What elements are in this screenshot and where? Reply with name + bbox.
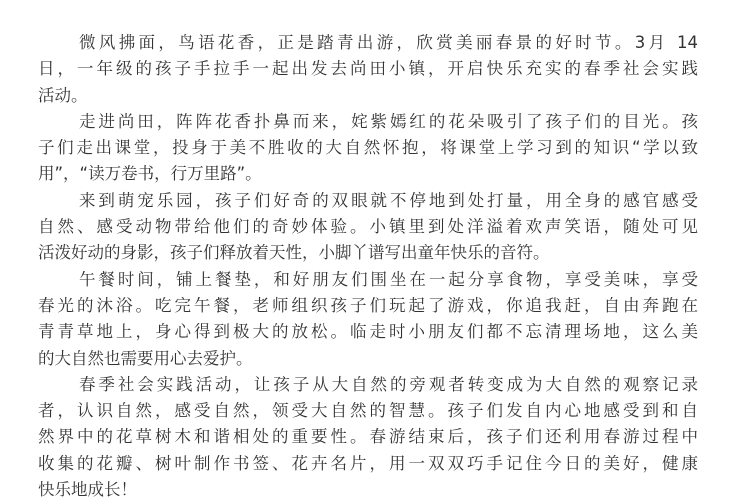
paragraph-line: 自然、感受动物带给他们的奇妙体验。小镇里到处洋溢着欢声笑语，随处可见	[38, 217, 698, 237]
paragraph-4	[38, 267, 698, 372]
paragraph-1	[38, 30, 698, 109]
paragraph-5	[38, 372, 698, 503]
paragraph-line: 走进尚田，阵阵花香扑鼻而来，姹紫嫣红的花朵吸引了孩子们的目光。孩	[79, 111, 698, 131]
paragraph-line: 收集的花瓣、树叶制作书签、花卉名片，用一双双巧手记住今日的美好，健康	[38, 453, 698, 473]
paragraph-3	[38, 188, 698, 267]
paragraph-2	[38, 109, 698, 188]
paragraph-line: 用”，“读万卷书，行万里路”。	[38, 164, 262, 184]
paragraph-line: 活动。	[38, 85, 88, 105]
paragraph-line: 活泼好动的身影，孩子们释放着天性，小脚丫谱写出童年快乐的音符。	[38, 243, 550, 263]
paragraph-line: 来到萌宠乐园，孩子们好奇的双眼就不停地到处打量，用全身的感官感受	[79, 190, 698, 210]
paragraph-line: 子们走出课堂，投身于美不胜收的大自然怀抱，将课堂上学习到的知识“学以致	[38, 138, 698, 158]
paragraph-line: 快乐地成长！	[38, 480, 137, 500]
paragraph-line: 春光的沐浴。吃完午餐，老师组织孩子们玩起了游戏，你追我赶，自由奔跑在	[38, 295, 698, 315]
article-body	[38, 30, 698, 503]
paragraph-line: 微风拂面，鸟语花香，正是踏青出游，欣赏美丽春景的好时节。3月 14	[79, 33, 698, 52]
paragraph-line: 的大自然也需要用心去爱护。	[38, 348, 253, 368]
paragraph-line: 午餐时间，铺上餐垫，和好朋友们围坐在一起分享食物，享受美味，享受	[79, 269, 698, 289]
paragraph-line: 春季社会实践活动，让孩子从大自然的旁观者转变成为大自然的观察记录	[79, 374, 698, 394]
paragraph-line: 然界中的花草树木和谐相处的重要性。春游结束后，孩子们还利用春游过程中	[38, 427, 698, 447]
paragraph-line: 日，一年级的孩子手拉手一起出发去尚田小镇，开启快乐充实的春季社会实践	[38, 59, 698, 79]
paragraph-line: 者，认识自然，感受自然，领受大自然的智慧。孩子们发自内心地感受到和自	[38, 401, 698, 421]
paragraph-line: 青青草地上，身心得到极大的放松。临走时小朋友们都不忘清理场地，这么美	[38, 322, 698, 342]
